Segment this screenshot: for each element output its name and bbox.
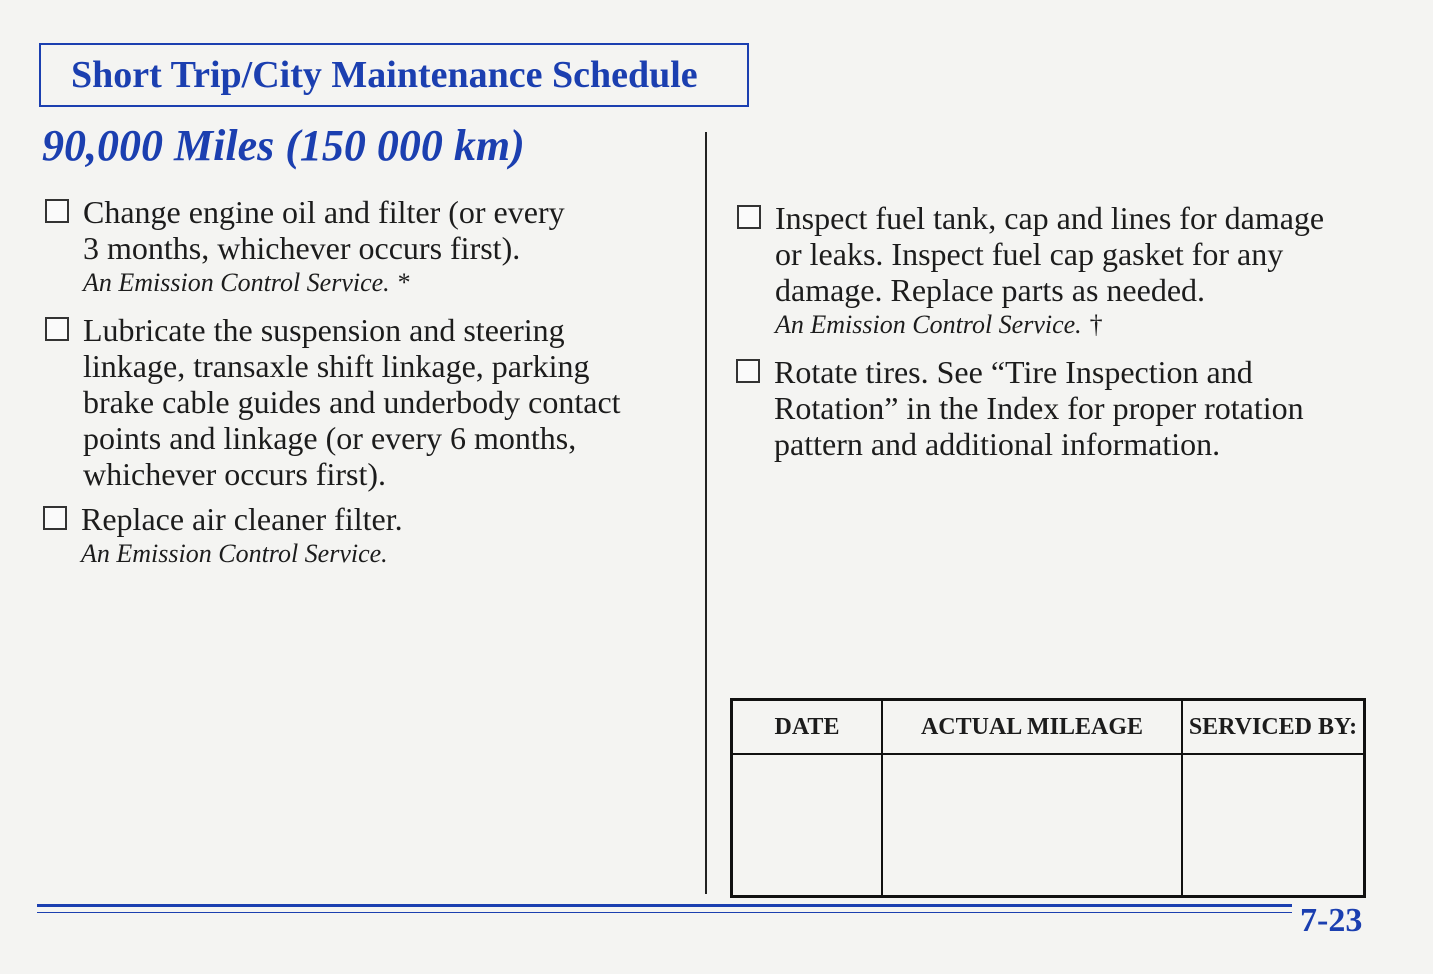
- section-title-box: [39, 43, 749, 107]
- service-record-table: [730, 698, 1366, 898]
- checkbox[interactable]: [737, 205, 761, 229]
- emission-note: [775, 308, 1324, 342]
- emission-note: [83, 266, 565, 300]
- checkbox[interactable]: [45, 199, 69, 223]
- serviced-by-column-header: SERVICED BY:: [1182, 700, 1365, 755]
- item-text: Rotate tires. See “Tire Inspection and Rotation” in the Index for proper rotation pattern and additional information.: [774, 354, 1304, 462]
- emission-note-text: An Emission Control Service.: [81, 539, 388, 568]
- checkbox[interactable]: [45, 317, 69, 341]
- footer-rule: [37, 904, 1292, 907]
- emission-note: [81, 537, 403, 571]
- emission-note-text: An Emission Control Service.: [83, 268, 390, 297]
- dagger-mark: †: [1089, 310, 1103, 339]
- checklist-item-lubricate: [83, 312, 621, 492]
- table-row: [732, 754, 1365, 897]
- page-number: 7-23: [1300, 902, 1363, 939]
- table-header-row: [732, 700, 1365, 755]
- date-cell[interactable]: [732, 754, 883, 897]
- checklist-item-oil-change: [83, 194, 565, 300]
- mileage-heading: 90,000 Miles (150 000 km): [42, 121, 525, 170]
- mileage-cell[interactable]: [882, 754, 1182, 897]
- item-text: Inspect fuel tank, cap and lines for damage or leaks. Inspect fuel cap gasket for any damage. Replace parts as needed.: [775, 200, 1325, 308]
- checklist-item-air-filter: [81, 501, 403, 571]
- asterisk-mark: *: [397, 268, 411, 297]
- checkbox[interactable]: [736, 359, 760, 383]
- item-text: Change engine oil and filter (or every 3 months, whichever occurs first).: [83, 194, 565, 266]
- footer-rule-thin: [37, 912, 1292, 913]
- mileage-column-header: ACTUAL MILEAGE: [882, 700, 1182, 755]
- checklist-item-fuel-tank: [775, 200, 1324, 342]
- date-column-header: DATE: [732, 700, 883, 755]
- section-title: Short Trip/City Maintenance Schedule: [71, 54, 698, 96]
- column-divider: [705, 132, 707, 894]
- item-text: Replace air cleaner filter.: [81, 501, 403, 537]
- emission-note-text: An Emission Control Service.: [775, 310, 1082, 339]
- serviced-by-cell[interactable]: [1182, 754, 1365, 897]
- item-text: Lubricate the suspension and steering linkage, transaxle shift linkage, parking brake cable guides and underbody contact points and linkage (or every 6 months, whichever occurs first).: [83, 312, 621, 492]
- checkbox[interactable]: [43, 506, 67, 530]
- checklist-item-rotate-tires: [774, 354, 1304, 462]
